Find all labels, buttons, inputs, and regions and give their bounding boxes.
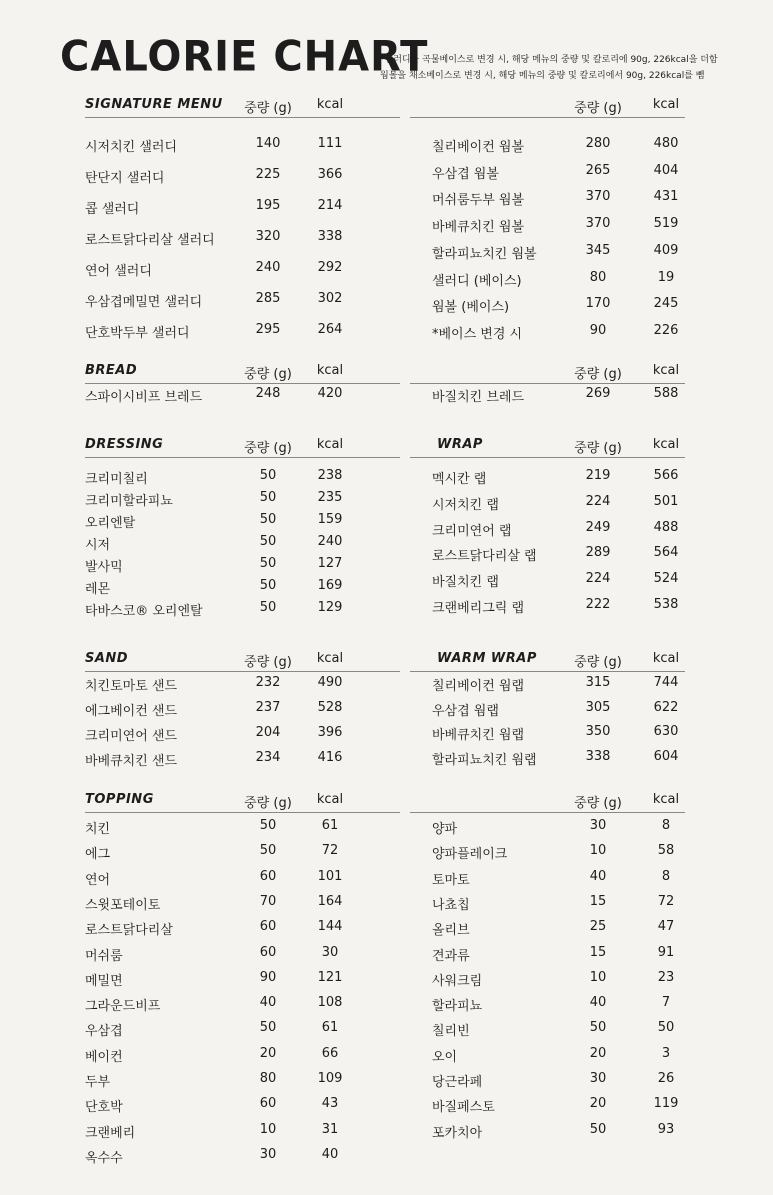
item-weight: 289 bbox=[585, 545, 611, 561]
item-weight: 320 bbox=[255, 229, 281, 244]
item-name: 시저 bbox=[85, 538, 111, 553]
item-name: 스파이시비프 브레드 bbox=[85, 390, 203, 405]
item-weight: 50 bbox=[259, 600, 277, 615]
item-weight: 50 bbox=[259, 512, 277, 527]
item-name: 타바스코® 오리엔탈 bbox=[85, 604, 203, 619]
item-kcal: 169 bbox=[317, 578, 343, 593]
item-weight: 25 bbox=[589, 919, 607, 935]
item-name: 연어 bbox=[85, 872, 111, 888]
item-name: 시저치킨 샐러디 bbox=[85, 140, 178, 155]
section-title: DRESSING bbox=[85, 437, 164, 452]
item-kcal: 238 bbox=[317, 468, 343, 483]
item-weight: 305 bbox=[585, 699, 611, 715]
item-name: 멕시칸 랩 bbox=[432, 472, 487, 487]
item-weight: 224 bbox=[585, 571, 611, 587]
item-weight: 60 bbox=[259, 868, 277, 884]
item-weight: 10 bbox=[259, 1121, 277, 1137]
item-name: 로스트닭다리살 샐러디 bbox=[85, 233, 215, 248]
item-kcal: 43 bbox=[321, 1096, 339, 1112]
weight-header: 중량 (g) bbox=[574, 101, 622, 116]
item-name: 로스트닭다리살 bbox=[85, 923, 173, 939]
item-kcal: 61 bbox=[321, 1020, 339, 1036]
item-name: 발사믹 bbox=[85, 560, 123, 575]
item-weight: 50 bbox=[259, 468, 277, 483]
item-kcal: 66 bbox=[321, 1045, 339, 1061]
item-weight: 50 bbox=[589, 1121, 607, 1137]
item-name: 칠리베이컨 웜볼 bbox=[432, 140, 525, 155]
item-weight: 370 bbox=[585, 189, 611, 205]
item-weight: 345 bbox=[585, 242, 611, 258]
item-weight: 370 bbox=[585, 216, 611, 232]
section-title: WRAP bbox=[437, 437, 483, 452]
item-weight: 20 bbox=[589, 1045, 607, 1061]
item-name: 치킨 bbox=[85, 822, 111, 837]
item-name: 할라피뇨치킨 웜랩 bbox=[432, 752, 537, 768]
item-name: *베이스 변경 시 bbox=[432, 326, 523, 342]
item-kcal: 396 bbox=[317, 725, 343, 740]
item-name: 샐러디 (베이스) bbox=[432, 273, 522, 289]
page-title: CALORIE CHART bbox=[60, 32, 429, 82]
item-kcal: 420 bbox=[317, 386, 343, 401]
item-kcal: 23 bbox=[657, 969, 675, 985]
kcal-header: kcal bbox=[316, 363, 344, 378]
item-kcal: 366 bbox=[317, 167, 343, 182]
item-name: 레몬 bbox=[85, 582, 111, 597]
item-kcal: 127 bbox=[317, 556, 343, 571]
item-weight: 224 bbox=[585, 493, 611, 509]
item-kcal: 26 bbox=[657, 1071, 675, 1086]
kcal-header: kcal bbox=[652, 437, 680, 452]
item-kcal: 40 bbox=[321, 1146, 339, 1162]
item-weight: 10 bbox=[589, 969, 607, 985]
item-name: 머쉬룸두부 웜볼 bbox=[432, 193, 525, 209]
item-weight: 30 bbox=[589, 1071, 607, 1086]
item-weight: 285 bbox=[255, 291, 281, 306]
item-kcal: 19 bbox=[657, 269, 675, 285]
item-weight: 15 bbox=[589, 893, 607, 909]
item-weight: 295 bbox=[255, 322, 281, 337]
item-kcal: 50 bbox=[657, 1020, 675, 1036]
item-name: 오이 bbox=[432, 1049, 458, 1065]
item-kcal: 404 bbox=[653, 162, 679, 178]
item-kcal: 524 bbox=[653, 571, 679, 587]
kcal-header: kcal bbox=[316, 651, 344, 666]
divider bbox=[410, 383, 685, 384]
item-weight: 50 bbox=[259, 1020, 277, 1036]
item-weight: 50 bbox=[259, 578, 277, 593]
divider bbox=[85, 671, 400, 672]
section-title: SAND bbox=[85, 651, 129, 666]
item-weight: 234 bbox=[255, 750, 281, 765]
item-kcal: 8 bbox=[661, 868, 671, 884]
item-kcal: 480 bbox=[653, 136, 679, 151]
divider bbox=[85, 383, 400, 384]
item-weight: 140 bbox=[255, 136, 281, 151]
item-name: 할라피뇨치킨 웜볼 bbox=[432, 246, 537, 262]
item-name: 바베큐치킨 웜랩 bbox=[432, 728, 525, 743]
item-name: 메밀면 bbox=[85, 973, 123, 989]
item-name: 그라운드비프 bbox=[85, 999, 161, 1015]
item-kcal: 121 bbox=[317, 969, 343, 985]
item-weight: 232 bbox=[255, 675, 281, 690]
item-name: 두부 bbox=[85, 1075, 111, 1090]
item-weight: 225 bbox=[255, 167, 281, 182]
item-name: 우삼겹 웜랩 bbox=[432, 703, 499, 719]
weight-header: 중량 (g) bbox=[244, 655, 292, 670]
item-name: 연어 샐러디 bbox=[85, 264, 152, 279]
item-kcal: 604 bbox=[653, 748, 679, 764]
item-kcal: 501 bbox=[653, 493, 679, 509]
item-kcal: 338 bbox=[317, 229, 343, 244]
kcal-header: kcal bbox=[316, 437, 344, 452]
item-kcal: 109 bbox=[317, 1071, 343, 1086]
divider bbox=[410, 671, 685, 672]
item-weight: 222 bbox=[585, 597, 611, 612]
item-kcal: 519 bbox=[653, 216, 679, 232]
item-name: 단호박두부 샐러디 bbox=[85, 326, 190, 341]
item-kcal: 538 bbox=[653, 597, 679, 612]
divider bbox=[85, 117, 400, 118]
item-kcal: 72 bbox=[657, 893, 675, 909]
weight-header: 중량 (g) bbox=[244, 367, 292, 382]
item-weight: 248 bbox=[255, 386, 281, 401]
item-weight: 50 bbox=[589, 1020, 607, 1036]
item-weight: 237 bbox=[255, 700, 281, 715]
item-kcal: 488 bbox=[653, 519, 679, 535]
item-kcal: 93 bbox=[657, 1121, 675, 1137]
item-weight: 10 bbox=[589, 843, 607, 859]
item-kcal: 240 bbox=[317, 534, 343, 549]
item-name: 바베큐치킨 웜볼 bbox=[432, 220, 525, 236]
item-kcal: 129 bbox=[317, 600, 343, 615]
item-weight: 20 bbox=[589, 1096, 607, 1112]
item-kcal: 214 bbox=[317, 198, 343, 213]
item-kcal: 622 bbox=[653, 699, 679, 715]
section-title: SIGNATURE MENU bbox=[85, 97, 223, 112]
item-name: 에그베이컨 샌드 bbox=[85, 704, 178, 719]
item-kcal: 528 bbox=[317, 700, 343, 715]
item-kcal: 409 bbox=[653, 242, 679, 258]
item-weight: 30 bbox=[589, 818, 607, 833]
item-name: 바베큐치킨 샌드 bbox=[85, 754, 178, 769]
item-weight: 70 bbox=[259, 893, 277, 909]
item-weight: 20 bbox=[259, 1045, 277, 1061]
kcal-header: kcal bbox=[652, 363, 680, 378]
item-name: 양파 bbox=[432, 822, 458, 837]
weight-header: 중량 (g) bbox=[574, 367, 622, 382]
item-kcal: 8 bbox=[661, 818, 671, 833]
item-weight: 50 bbox=[259, 490, 277, 505]
weight-header: 중량 (g) bbox=[574, 441, 622, 456]
divider bbox=[85, 457, 400, 458]
item-name: 바질치킨 브레드 bbox=[432, 390, 525, 405]
item-kcal: 72 bbox=[321, 843, 339, 859]
item-kcal: 91 bbox=[657, 944, 675, 960]
item-name: 탄단지 샐러디 bbox=[85, 171, 165, 186]
item-kcal: 108 bbox=[317, 995, 343, 1011]
item-kcal: 30 bbox=[321, 944, 339, 960]
item-weight: 15 bbox=[589, 944, 607, 960]
item-weight: 350 bbox=[585, 724, 611, 739]
item-weight: 50 bbox=[259, 534, 277, 549]
note-line-1: *샐러디를 곡물베이스로 변경 시, 해당 메뉴의 중량 및 칼로리에 90g, 226kcal을 더함 bbox=[380, 55, 718, 65]
item-weight: 269 bbox=[585, 386, 611, 401]
item-weight: 50 bbox=[259, 843, 277, 859]
item-name: 크리미연어 랩 bbox=[432, 523, 512, 539]
item-kcal: 416 bbox=[317, 750, 343, 765]
item-name: 크리미칠리 bbox=[85, 472, 148, 487]
item-kcal: 119 bbox=[653, 1096, 679, 1112]
item-name: 베이컨 bbox=[85, 1049, 123, 1065]
kcal-header: kcal bbox=[652, 651, 680, 666]
item-weight: 40 bbox=[589, 868, 607, 884]
item-kcal: 111 bbox=[317, 136, 343, 151]
kcal-header: kcal bbox=[316, 792, 344, 807]
item-weight: 90 bbox=[259, 969, 277, 985]
item-name: 토마토 bbox=[432, 872, 470, 888]
item-weight: 30 bbox=[259, 1146, 277, 1162]
item-name: 포카치아 bbox=[432, 1125, 483, 1141]
item-kcal: 302 bbox=[317, 291, 343, 306]
item-kcal: 7 bbox=[661, 995, 671, 1011]
item-name: 크랜베리 bbox=[85, 1125, 136, 1141]
item-name: 머쉬룸 bbox=[85, 948, 123, 964]
note-line-2: 웜볼을 채소베이스로 변경 시, 해당 메뉴의 중량 및 칼로리에서 90g, 226kcal를 뺌 bbox=[380, 71, 705, 81]
item-weight: 80 bbox=[589, 269, 607, 285]
divider bbox=[410, 457, 685, 458]
weight-header: 중량 (g) bbox=[244, 796, 292, 811]
item-kcal: 490 bbox=[317, 675, 343, 690]
section-title: BREAD bbox=[85, 363, 138, 378]
item-name: 크리미연어 샌드 bbox=[85, 729, 178, 744]
item-name: 사워크림 bbox=[432, 973, 483, 989]
item-weight: 219 bbox=[585, 468, 611, 483]
divider bbox=[410, 812, 685, 813]
item-kcal: 431 bbox=[653, 189, 679, 205]
divider bbox=[410, 117, 685, 118]
item-name: 견과류 bbox=[432, 948, 470, 964]
item-kcal: 164 bbox=[317, 893, 343, 909]
divider bbox=[85, 812, 400, 813]
item-kcal: 235 bbox=[317, 490, 343, 505]
item-kcal: 144 bbox=[317, 919, 343, 935]
weight-header: 중량 (g) bbox=[574, 655, 622, 670]
item-kcal: 58 bbox=[657, 843, 675, 859]
section-title: WARM WRAP bbox=[437, 651, 537, 666]
item-name: 웜볼 (베이스) bbox=[432, 300, 510, 316]
item-weight: 40 bbox=[259, 995, 277, 1011]
item-name: 스윗포테이토 bbox=[85, 897, 161, 913]
item-name: 당근라페 bbox=[432, 1075, 483, 1090]
item-kcal: 101 bbox=[317, 868, 343, 884]
item-weight: 315 bbox=[585, 675, 611, 690]
item-kcal: 744 bbox=[653, 675, 679, 690]
item-weight: 50 bbox=[259, 818, 277, 833]
item-kcal: 245 bbox=[653, 296, 679, 312]
item-weight: 249 bbox=[585, 519, 611, 535]
item-weight: 195 bbox=[255, 198, 281, 213]
item-name: 우삼겹 웜볼 bbox=[432, 166, 499, 182]
item-name: 올리브 bbox=[432, 923, 470, 939]
item-name: 크리미할라피뇨 bbox=[85, 494, 173, 509]
item-name: 양파플레이크 bbox=[432, 847, 508, 863]
item-name: 우삼겹 bbox=[85, 1024, 123, 1040]
item-kcal: 61 bbox=[321, 818, 339, 833]
item-name: 오리엔탈 bbox=[85, 516, 136, 531]
item-weight: 60 bbox=[259, 944, 277, 960]
item-kcal: 226 bbox=[653, 322, 679, 338]
weight-header: 중량 (g) bbox=[574, 796, 622, 811]
item-kcal: 292 bbox=[317, 260, 343, 275]
kcal-header: kcal bbox=[652, 792, 680, 807]
item-weight: 204 bbox=[255, 725, 281, 740]
item-kcal: 47 bbox=[657, 919, 675, 935]
item-name: 옥수수 bbox=[85, 1150, 123, 1166]
item-kcal: 31 bbox=[321, 1121, 339, 1137]
item-weight: 90 bbox=[589, 322, 607, 338]
item-name: 나쵸칩 bbox=[432, 897, 470, 913]
item-weight: 280 bbox=[585, 136, 611, 151]
item-name: 우삼겹메밀면 샐러디 bbox=[85, 295, 203, 310]
item-weight: 40 bbox=[589, 995, 607, 1011]
section-title: TOPPING bbox=[85, 792, 154, 807]
kcal-header: kcal bbox=[652, 97, 680, 112]
item-kcal: 3 bbox=[661, 1045, 671, 1061]
item-name: 칠리베이컨 웜랩 bbox=[432, 679, 525, 694]
kcal-header: kcal bbox=[316, 97, 344, 112]
item-name: 로스트닭다리살 랩 bbox=[432, 549, 537, 565]
item-weight: 240 bbox=[255, 260, 281, 275]
weight-header: 중량 (g) bbox=[244, 441, 292, 456]
item-name: 바질페스토 bbox=[432, 1100, 495, 1116]
item-name: 콥 샐러디 bbox=[85, 202, 140, 217]
item-weight: 265 bbox=[585, 162, 611, 178]
item-weight: 80 bbox=[259, 1071, 277, 1086]
item-name: 크랜베리그릭 랩 bbox=[432, 601, 525, 616]
item-name: 할라피뇨 bbox=[432, 999, 483, 1015]
item-kcal: 159 bbox=[317, 512, 343, 527]
item-weight: 170 bbox=[585, 296, 611, 312]
item-kcal: 264 bbox=[317, 322, 343, 337]
item-kcal: 630 bbox=[653, 724, 679, 739]
item-name: 치킨토마토 샌드 bbox=[85, 679, 178, 694]
item-name: 단호박 bbox=[85, 1100, 123, 1116]
item-name: 시저치킨 랩 bbox=[432, 497, 499, 513]
item-weight: 50 bbox=[259, 556, 277, 571]
item-name: 칠리빈 bbox=[432, 1024, 470, 1040]
item-name: 에그 bbox=[85, 847, 111, 863]
weight-header: 중량 (g) bbox=[244, 101, 292, 116]
item-weight: 338 bbox=[585, 748, 611, 764]
item-kcal: 588 bbox=[653, 386, 679, 401]
item-weight: 60 bbox=[259, 919, 277, 935]
item-kcal: 566 bbox=[653, 468, 679, 483]
item-kcal: 564 bbox=[653, 545, 679, 561]
item-name: 바질치킨 랩 bbox=[432, 575, 499, 591]
item-weight: 60 bbox=[259, 1096, 277, 1112]
